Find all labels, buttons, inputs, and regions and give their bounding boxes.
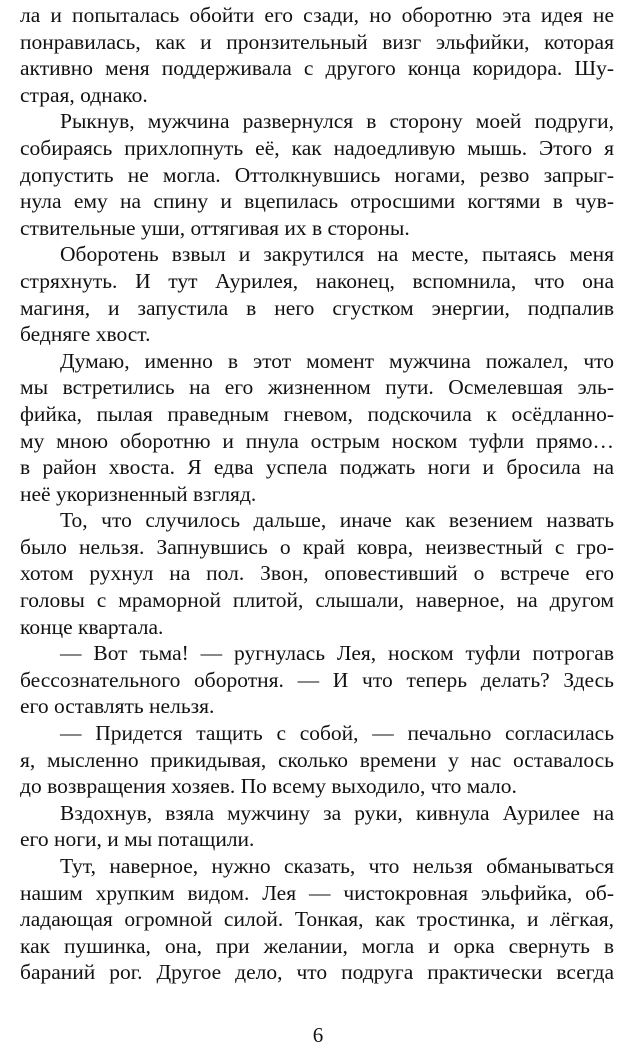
- text-line: я, мысленно прикидывая, сколько времени у нас оставалось: [20, 747, 614, 772]
- paragraph: [20, 800, 614, 853]
- text-line: неё укоризненный взгляд.: [20, 481, 257, 506]
- text-line: мы встретились на его жизненном пути. Осмелевшая эль-: [20, 375, 614, 400]
- text-line: активно меня поддерживала с другого конца коридора. Шу-: [20, 56, 614, 81]
- paragraph: [20, 853, 614, 986]
- text-line: страя, однако.: [20, 82, 148, 107]
- text-line: допустить не могла. Оттолкнувшись ногами, резво запрыг-: [20, 162, 614, 187]
- text-line: ствительные уши, оттягивая их в стороны.: [20, 215, 410, 240]
- text-line: понравилась, как и пронзительный визг эльфийки, которая: [20, 29, 614, 54]
- paragraph: [20, 507, 614, 640]
- text-line: хотом рухнул на пол. Звон, оповестивший о встрече его: [20, 561, 614, 586]
- text-line: его ноги, и мы потащили.: [20, 827, 255, 852]
- text-line: фийка, пылая праведным гневом, подскочила к осёдланно-: [20, 401, 614, 426]
- text-line: нашим хрупким видом. Лея — чистокровная эльфийка, об-: [20, 880, 614, 905]
- text-line: ла и попыталась обойти его сзади, но оборотню эта идея не: [20, 3, 614, 27]
- text-line: бессознательного оборотня. — И что теперь делать? Здесь: [20, 667, 614, 692]
- text-line: нула ему на спину и вцепилась отросшими когтями в чув-: [20, 189, 614, 214]
- text-line: му мною оборотню и пнула острым носком туфли прямо…: [20, 428, 614, 453]
- text-line: было нельзя. Запнувшись о край ковра, неизвестный с гро-: [20, 534, 614, 559]
- paragraph: [20, 241, 614, 347]
- text-line: ладающая огромной силой. Тонкая, как тростинка, и лёгкая,: [20, 907, 614, 932]
- text-line: — Вот тьма! — ругнулась Лея, носком туфли потрогав: [60, 641, 614, 666]
- text-line: Оборотень взвыл и закрутился на месте, пытаясь меня: [60, 242, 614, 267]
- text-line: его оставлять нельзя.: [20, 694, 215, 719]
- text-line: стряхнуть. И тут Аурилея, наконец, вспомнила, что она: [20, 268, 614, 293]
- text-line: Тут, наверное, нужно сказать, что нельзя обманываться: [60, 854, 614, 878]
- text-line: — Придется тащить с собой, — печально согласилась: [60, 721, 614, 746]
- text-line: как пушинка, она, при желании, могла и орка свернуть в: [20, 933, 614, 958]
- text-line: То, что случилось дальше, иначе как везением назвать: [60, 508, 614, 533]
- text-line: до возвращения хозяев. По всему выходило, что мало.: [20, 774, 517, 799]
- text-line: собираясь прихлопнуть её, как надоедливую мышь. Этого я: [20, 135, 614, 160]
- text-line: конце квартала.: [20, 614, 164, 639]
- text-line: головы с мраморной плитой, слышали, наверное, на другом: [20, 588, 614, 613]
- paragraph: [20, 108, 614, 241]
- paragraph: [20, 348, 614, 508]
- text-line: магиня, и запустила в него сгустком энергии, подпалив: [20, 295, 614, 320]
- page-number: 6: [312, 1023, 324, 1047]
- paragraph: [20, 2, 614, 108]
- paragraph: [20, 640, 614, 720]
- text-line: Думаю, именно в этот момент мужчина пожалел, что: [60, 348, 614, 373]
- text-line: Вздохнув, взяла мужчину за руки, кивнула Аурилее на: [60, 800, 614, 825]
- text-line: бараний рог. Другое дело, что подруга практически всегда: [20, 960, 614, 985]
- paragraph: [20, 720, 614, 800]
- book-page-text: [20, 2, 614, 986]
- text-line: в район хвоста. Я едва успела поджать ноги и бросила на: [20, 455, 614, 480]
- text-line: бедняге хвост.: [20, 322, 151, 347]
- text-line: Рыкнув, мужчина развернулся в сторону моей подруги,: [60, 109, 614, 134]
